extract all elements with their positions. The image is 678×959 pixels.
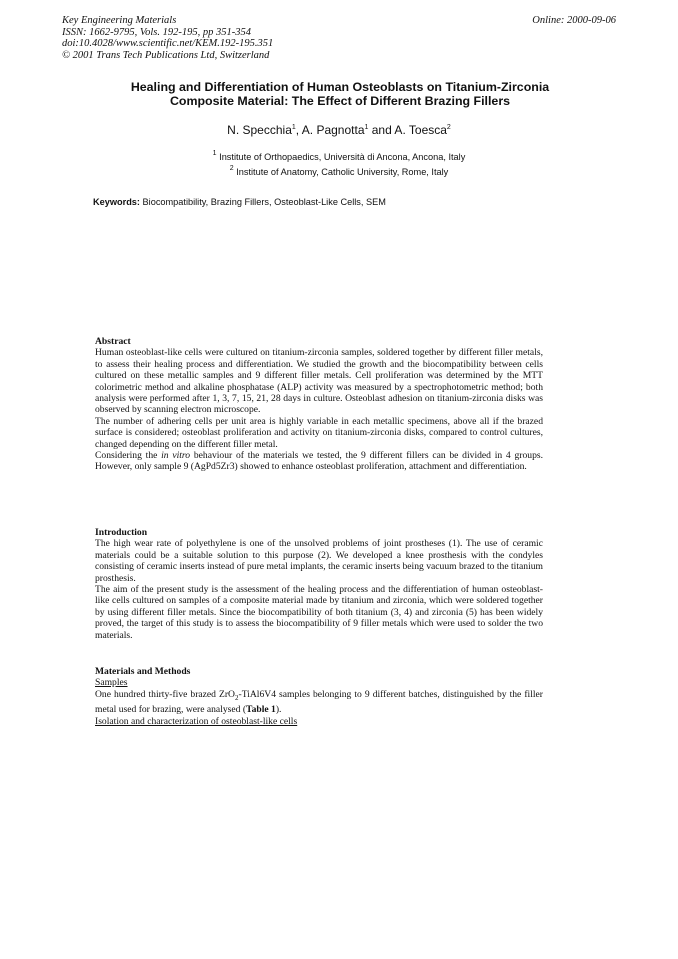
keywords-label: Keywords: [93, 197, 140, 207]
author-affil-mark: 2 [446, 124, 451, 131]
affiliation-2 [0, 165, 678, 177]
subscript: 2 [235, 693, 239, 702]
abstract-paragraph: The number of adhering cells per unit area is highly variable in each metallic specimens, above all if the brazed surface is considered; osteoblast proliferation and activity on titanium-zirconia disks, compared to control cultures, changed depending on the different filler metal. [95, 415, 543, 450]
introduction-paragraph: The aim of the present study is the assessment of the healing process and the differentiation of human osteoblast-like cells cultured on samples of a composite material made by titanium and zirconia, which were soldered together by using different filler metals. Since the biocompatibility of both titanium (3, 4) and zirconia (5) has been widely proved, the target of this study is to assess the biocompatibility of 9 filler metals which were used to solder the two materials. [95, 584, 543, 641]
table-reference: Table 1 [246, 704, 276, 716]
title-line-2: Composite Material: The Effect of Different Brazing Fillers [169, 94, 511, 108]
paper-title [70, 80, 610, 108]
issn-line: ISSN: 1662-9795, Vols. 192-195, pp 351-354 [62, 26, 251, 38]
journal-name: Key Engineering Materials [62, 15, 177, 26]
abstract-paragraph: Human osteoblast-like cells were cultured on titanium-zirconia samples, soldered together by different filler metals, to assess their healing process and differentiation. We studied the growth and the biocompatibility between cells cultured on these metallic samples and 9 different filler metals. Cell proliferation was determined by the MTT colorimetric method and alkaline phosphatase (ALP) activity was measured by a spectrophotometric method; both analysis were performed after 1, 3, 7, 15, 21, 28 days in culture. Osteoblast adhesion on titanium-zirconia disks was observed by scanning electron microscope. [95, 347, 543, 416]
author-name: and A. Toesca [368, 123, 447, 137]
keywords-text: Biocompatibility, Brazing Fillers, Osteoblast-Like Cells, SEM [139, 197, 386, 207]
doi-line: doi:10.4028/www.scientific.net/KEM.192-195.351 [62, 38, 274, 50]
affil-number: 1 [212, 150, 217, 157]
journal-header [62, 15, 273, 61]
affil-number: 2 [229, 165, 234, 172]
abstract-paragraph [95, 450, 543, 473]
isolation-subheading: Isolation and characterization of osteoblast-like cells [95, 715, 298, 727]
methods-section [95, 666, 543, 727]
samples-subheading: Samples [95, 677, 128, 689]
author-name: , A. Pagnotta [295, 123, 365, 137]
abstract-section [95, 336, 543, 473]
methods-paragraph [95, 689, 543, 716]
italic-term: in vitro [161, 450, 191, 462]
title-line-1: Healing and Differentiation of Human Osteoblasts on Titanium-Zirconia [130, 80, 550, 94]
affil-text: Institute of Anatomy, Catholic University, Rome, Italy [236, 167, 449, 177]
affil-text: Institute of Orthopaedics, Università di Ancona, Ancona, Italy [219, 152, 466, 162]
text-run: ). [275, 704, 282, 716]
introduction-heading: Introduction [95, 527, 148, 538]
author-affil-mark: 1 [291, 124, 296, 131]
introduction-section [95, 527, 543, 641]
author-name: N. Specchia [227, 123, 292, 137]
text-run: One hundred thirty-five brazed ZrO [95, 688, 235, 700]
text-run: -TiAl6V4 samples belonging to 9 different batches, distinguished by the filler metal used for brazing, were analysed ( [95, 688, 543, 716]
online-date: Online: 2000-09-06 [532, 15, 616, 26]
keywords [93, 197, 386, 207]
author-affil-mark: 1 [364, 124, 369, 131]
affiliation-1 [0, 150, 678, 162]
methods-heading: Materials and Methods [95, 666, 191, 677]
text-run: Considering the [95, 450, 162, 462]
copyright-line: © 2001 Trans Tech Publications Ltd, Switzerland [62, 49, 270, 61]
abstract-heading: Abstract [95, 336, 131, 347]
text-run: behaviour of the materials we tested, the 9 different fillers can be divided in 4 groups. However, only sample 9 (AgPd5Zr3) showed to enhance osteoblast proliferation, attachment and differentiation. [95, 450, 543, 473]
introduction-paragraph: The high wear rate of polyethylene is one of the unsolved problems of joint prostheses (1). The use of ceramic materials could be a suitable solution to this purpose (2). We developed a knee prosthesis with the condyles consisting of ceramic inserts instead of pure metal implants, the ceramic inserts being vacuum brazed to the titanium prosthesis. [95, 538, 543, 584]
author-list [0, 123, 678, 137]
